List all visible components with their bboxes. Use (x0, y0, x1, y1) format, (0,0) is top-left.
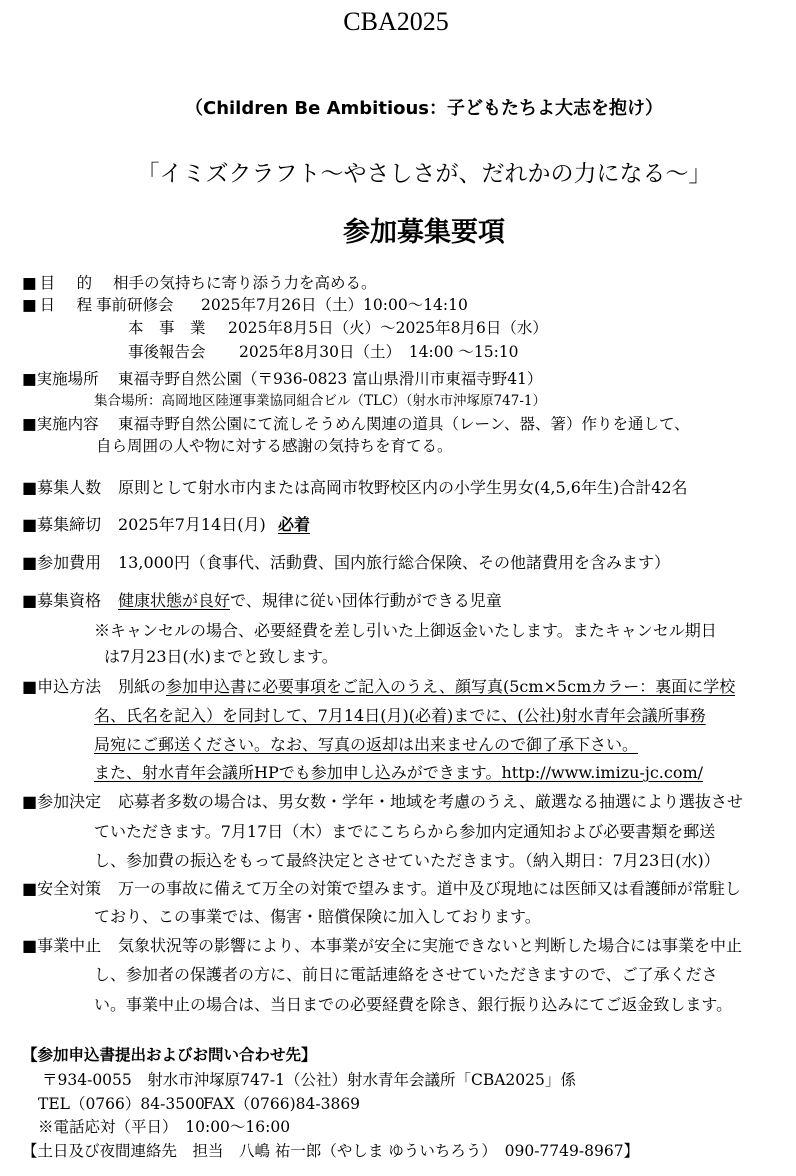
contact-tel: TEL（0766）84-3500 (38, 1095, 205, 1113)
deadline-date: 2025年7月14日(月) (118, 515, 266, 534)
schedule-row-name: 事前研修会 (96, 296, 174, 314)
application-line: 名、氏名を記入）を同封して、7月14日(月)(必着)までに、(公社)射水青年会議所事務 (94, 706, 706, 725)
safety-line: 万一の事故に備えて万全の対策で望みます。道中及び現地には医師又は看護師が常駐し (118, 879, 741, 898)
application-online-text: また、射水青年会議所HPでも参加申し込みができます。 (94, 763, 502, 782)
application-line: 局宛にご郵送ください。なお、写真の返却は出来ませんので御了承下さい。 (94, 735, 639, 754)
section-heading: 参加募集要項 (343, 217, 505, 248)
schedule-row-name: 事後報告会 (128, 343, 206, 361)
activity-line: 東福寺野自然公園にて流しそうめん関連の道具（レーン、器、箸）作りを通して、 (118, 415, 690, 433)
eligibility-line (118, 590, 502, 612)
schedule-row-value: 2025年8月5日（火）～2025年8月6日（水） (228, 319, 548, 337)
schedule-row-value: 2025年8月30日（土） 14:00 ～15:10 (239, 343, 519, 361)
website-link[interactable]: http://www.imizu-jc.com/ (501, 763, 704, 782)
capacity-label: ■募集人数 (22, 478, 102, 497)
activity-label: ■実施内容 (22, 415, 99, 433)
selection-label: ■参加決定 (22, 792, 102, 811)
eligibility-highlight: 健康状態が良好 (118, 591, 231, 610)
application-line (118, 676, 735, 698)
safety-line: ており、この事業では、傷害・賠償保険に加入しております。 (94, 907, 541, 926)
venue-label: ■実施場所 (22, 370, 99, 388)
contact-after-hours: 【土日及び夜間連絡先 担当 八嶋 祐一郎（やしま ゆういちろう） 090-7749-8967】 (22, 1142, 640, 1160)
activity-line: 自ら周囲の人や物に対する感謝の気持ちを育てる。 (96, 437, 453, 455)
cancellation-label: ■事業中止 (22, 936, 102, 955)
capacity-text: 原則として射水市内または高岡市牧野校区内の小学生男女(4,5,6年生)合計42名 (118, 478, 688, 497)
schedule-row-name: 本 事 業 (128, 319, 206, 337)
cancellation-line: 気象状況等の影響により、本事業が安全に実施できないと判断した場合には事業を中止 (118, 936, 743, 955)
eligibility-text: で、規律に従い団体行動ができる児童 (230, 591, 502, 610)
fee-text: 13,000円（食事代、活動費、国内旅行総合保険、その他諸費用を含みます） (118, 553, 670, 572)
eligibility-label: ■募集資格 (22, 591, 102, 610)
application-underlined: 参加申込書に必要事項をご記入のうえ、顔写真(5cm×5cmカラー：裏面に学校 (166, 677, 736, 696)
meeting-point: 集合場所：高岡地区陸運事業協同組合ビル（TLC）（射水市沖塚原747-1） (94, 393, 546, 409)
application-plain: 別紙の (118, 677, 167, 696)
cancellation-line: い。事業中止の場合は、当日までの必要経費を除き、銀行振り込みにてご返金致します。 (94, 995, 733, 1014)
contact-fax: FAX（0766)84-3869 (203, 1095, 361, 1113)
theme-title: 「イミズクラフト～やさしさが、だれかの力になる～」 (136, 161, 712, 187)
venue-text: 東福寺野自然公園（〒936-0823 富山県滑川市東福寺野41） (118, 370, 543, 388)
schedule-row-value: 2025年7月26日（土）10:00～14:10 (201, 296, 468, 314)
purpose-label: ■目 的 (22, 274, 96, 292)
deadline-note: 必着 (278, 515, 311, 534)
cancellation-line: し、参加者の保護者の方に、前日に電話連絡をさせていただきますので、ご了承くださ (94, 965, 718, 984)
contact-heading: 【参加申込書提出およびお問い合わせ先】 (22, 1046, 317, 1064)
contact-hours: ※電話応対（平日） 10:00～16:00 (38, 1118, 291, 1136)
safety-label: ■安全対策 (22, 879, 102, 898)
fee-label: ■参加費用 (22, 553, 102, 572)
application-label: ■申込方法 (22, 677, 102, 696)
eligibility-note: ※キャンセルの場合、必要経費を差し引いた上御返金いたします。またキャンセル期日 (94, 621, 717, 640)
subtitle: （Children Be Ambitious：子どもたちよ大志を抱け） (184, 98, 664, 119)
application-line (94, 762, 703, 784)
selection-line: し、参加費の振込をもって最終決定とさせていただきます。（納入期日：7月23日(水)） (94, 851, 720, 870)
selection-line: ていただきます。7月17日（木）までにこちらから参加内定通知および必要書類を郵送 (94, 822, 716, 841)
selection-line: 応募者多数の場合は、男女数・学年・地域を考慮のうえ、厳選なる抽選により選抜させ (118, 792, 743, 811)
purpose-text: 相手の気持ちに寄り添う力を高める。 (113, 274, 377, 292)
page-title: CBA2025 (343, 7, 449, 36)
deadline-label: ■募集締切 (22, 515, 102, 534)
eligibility-note: は7月23日(水)までと致します。 (104, 647, 338, 666)
contact-address: 〒934-0055 射水市沖塚原747-1（公社）射水青年会議所「CBA2025」係 (42, 1071, 576, 1089)
schedule-label: ■日 程 (22, 296, 96, 314)
